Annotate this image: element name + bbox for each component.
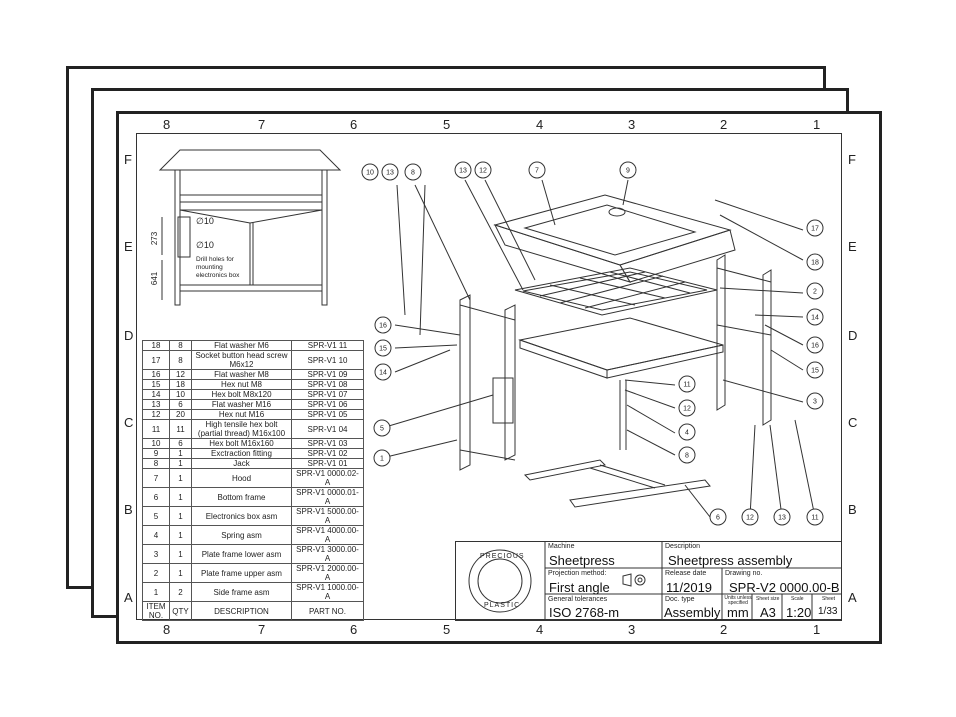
hole-callout-1: ∅10 [196, 216, 214, 226]
bom-cell-part: SPR-V1 07 [292, 390, 364, 400]
zone-row-left-b: B [124, 502, 133, 517]
logo-text-bottom: PLASTIC [484, 602, 521, 609]
doc-type-label: Doc. type [665, 596, 695, 603]
bom-row [143, 380, 364, 390]
bom-cell-desc: Plate frame upper asm [192, 564, 292, 583]
bom-cell-qty: 20 [170, 410, 192, 420]
bom-cell-part: SPR-V1 01 [292, 459, 364, 469]
tolerances-label: General tolerances [548, 596, 608, 603]
bom-cell-desc: Side frame asm [192, 583, 292, 602]
bom-cell-desc: Socket button head screw M6x12 [192, 351, 292, 370]
balloon-label: 3 [813, 398, 817, 406]
balloon-label: 15 [811, 367, 819, 375]
bom-row [143, 583, 364, 602]
bom-cell-item: 16 [143, 370, 170, 380]
projection-value: First angle [549, 580, 610, 595]
balloon-label: 7 [535, 167, 539, 175]
bom-cell-qty: 1 [170, 507, 192, 526]
sheet-label: Sheet [822, 596, 836, 602]
bom-cell-item: 7 [143, 469, 170, 488]
bom-cell-item: 10 [143, 439, 170, 449]
bom-cell-part: SPR-V1 4000.00-A [292, 526, 364, 545]
bom-row [143, 459, 364, 469]
bom-cell-item: 4 [143, 526, 170, 545]
bom-cell-desc: High tensile hex bolt (partial thread) M16x100 [192, 420, 292, 439]
zone-row-left-a: A [124, 590, 133, 605]
balloon-label: 17 [811, 225, 819, 233]
zone-row-right-b: B [848, 502, 857, 517]
bom-cell-part: SPR-V1 1000.00-A [292, 583, 364, 602]
zone-col-top-7: 7 [258, 117, 266, 132]
balloon-label: 15 [379, 345, 387, 353]
bom-cell-item: 6 [143, 488, 170, 507]
bom-cell-qty: 1 [170, 488, 192, 507]
bom-cell-part: SPR-V1 0000.02-A [292, 469, 364, 488]
bom-cell-part: SPR-V1 10 [292, 351, 364, 370]
bom-cell-qty: 1 [170, 564, 192, 583]
bom-row [143, 400, 364, 410]
bom-row [143, 390, 364, 400]
zone-row-right-c: C [848, 415, 858, 430]
bom-cell-part: SPR-V1 05 [292, 410, 364, 420]
bom-row [143, 341, 364, 351]
bom-header-qty: QTY [170, 602, 192, 621]
bom-row [143, 488, 364, 507]
bom-cell-qty: 18 [170, 380, 192, 390]
zone-col-bottom-4: 4 [536, 622, 544, 637]
balloon-label: 9 [626, 167, 630, 175]
bom-cell-qty: 2 [170, 583, 192, 602]
balloon-label: 13 [778, 514, 786, 522]
bom-cell-desc: Plate frame lower asm [192, 545, 292, 564]
bom-row [143, 439, 364, 449]
bom-cell-desc: Hex nut M16 [192, 410, 292, 420]
zone-col-top-6: 6 [350, 117, 358, 132]
sheet-value: 1/33 [818, 606, 838, 617]
bom-cell-part: SPR-V1 0000.01-A [292, 488, 364, 507]
drawing-number-value: SPR-V2 0000.00-B [729, 580, 840, 595]
bom-cell-qty: 6 [170, 439, 192, 449]
logo-text-top: PRECIOUS [480, 553, 525, 560]
bom-cell-item: 3 [143, 545, 170, 564]
bom-row [143, 545, 364, 564]
release-value: 11/2019 [666, 580, 713, 595]
zone-row-left-f: F [124, 152, 132, 167]
units-value: mm [727, 605, 749, 620]
bom-cell-item: 15 [143, 380, 170, 390]
bom-cell-desc: Flat washer M16 [192, 400, 292, 410]
balloon-label: 18 [811, 259, 819, 267]
zone-row-right-f: F [848, 152, 856, 167]
bom-cell-part: SPR-V1 08 [292, 380, 364, 390]
bom-cell-desc: Flat washer M8 [192, 370, 292, 380]
hole-callout-2: ∅10 [196, 240, 214, 250]
bom-cell-desc: Hex nut M8 [192, 380, 292, 390]
bom-cell-part: SPR-V1 06 [292, 400, 364, 410]
bom-cell-desc: Electronics box asm [192, 507, 292, 526]
bom-cell-desc: Hood [192, 469, 292, 488]
drawing-number-label: Drawing no. [725, 570, 763, 577]
bom-cell-part: SPR-V1 3000.00-A [292, 545, 364, 564]
zone-col-top-2: 2 [720, 117, 728, 132]
zone-row-right-e: E [848, 239, 857, 254]
zone-col-top-4: 4 [536, 117, 544, 132]
balloon-label: 12 [746, 514, 754, 522]
bom-cell-part: SPR-V1 04 [292, 420, 364, 439]
bom-cell-desc: Bottom frame [192, 488, 292, 507]
bom-cell-item: 11 [143, 420, 170, 439]
balloon-label: 11 [683, 381, 691, 389]
bom-cell-item: 1 [143, 583, 170, 602]
bom-cell-qty: 8 [170, 351, 192, 370]
bom-cell-part: SPR-V1 09 [292, 370, 364, 380]
balloon-label: 12 [683, 405, 691, 413]
exploded-assembly-view [345, 150, 835, 535]
balloon-label: 14 [379, 369, 387, 377]
balloon-label: 11 [811, 514, 819, 522]
bom-cell-item: 14 [143, 390, 170, 400]
balloon-label: 10 [366, 169, 374, 177]
front-view-detail [150, 145, 345, 310]
bom-cell-qty: 1 [170, 469, 192, 488]
zone-col-bottom-8: 8 [163, 622, 171, 637]
balloon-label: 13 [386, 169, 394, 177]
description-value: Sheetpress assembly [668, 553, 793, 568]
zone-col-top-8: 8 [163, 117, 171, 132]
sheet-size-label: Sheet size [756, 596, 780, 602]
bom-cell-item: 18 [143, 341, 170, 351]
balloon-label: 5 [380, 425, 384, 433]
bom-row [143, 410, 364, 420]
dimension-641: 641 [150, 271, 160, 286]
balloon-label: 4 [685, 429, 689, 437]
bom-row [143, 351, 364, 370]
zone-row-left-d: D [124, 328, 134, 343]
units-label: Units unless specified [724, 595, 752, 606]
bom-cell-qty: 1 [170, 459, 192, 469]
bom-row [143, 449, 364, 459]
bom-cell-part: SPR-V1 02 [292, 449, 364, 459]
bom-header-part: PART NO. [292, 602, 364, 621]
bill-of-materials [142, 340, 364, 621]
bom-cell-item: 8 [143, 459, 170, 469]
bom-row [143, 507, 364, 526]
bom-cell-qty: 12 [170, 370, 192, 380]
bom-row [143, 370, 364, 380]
bom-cell-qty: 1 [170, 526, 192, 545]
zone-col-bottom-6: 6 [350, 622, 358, 637]
bom-cell-qty: 1 [170, 449, 192, 459]
bom-cell-qty: 8 [170, 341, 192, 351]
bom-header-desc: DESCRIPTION [192, 602, 292, 621]
bom-row [143, 526, 364, 545]
zone-col-top-3: 3 [628, 117, 636, 132]
bom-cell-part: SPR-V1 2000.00-A [292, 564, 364, 583]
zone-col-bottom-3: 3 [628, 622, 636, 637]
balloon-label: 14 [811, 314, 819, 322]
drill-note: Drill holes for mounting electronics box [196, 256, 240, 279]
zone-row-left-c: C [124, 415, 134, 430]
balloon-label: 8 [411, 169, 415, 177]
bom-cell-qty: 11 [170, 420, 192, 439]
bom-cell-qty: 10 [170, 390, 192, 400]
zone-col-bottom-2: 2 [720, 622, 728, 637]
bom-header-row [143, 602, 364, 621]
bom-cell-desc: Spring asm [192, 526, 292, 545]
description-label: Description [665, 543, 701, 550]
bom-cell-item: 2 [143, 564, 170, 583]
bom-cell-item: 17 [143, 351, 170, 370]
bom-row [143, 564, 364, 583]
bom-cell-item: 9 [143, 449, 170, 459]
bom-cell-qty: 6 [170, 400, 192, 410]
balloon-label: 16 [379, 322, 387, 330]
sheet-size-value: A3 [760, 605, 776, 620]
balloon-label: 16 [811, 342, 819, 350]
bom-cell-desc: Hex bolt M8x120 [192, 390, 292, 400]
bom-cell-part: SPR-V1 5000.00-A [292, 507, 364, 526]
scale-value: 1:20 [786, 605, 812, 620]
zone-col-top-1: 1 [813, 117, 821, 132]
balloon-label: 6 [716, 514, 720, 522]
zone-col-bottom-1: 1 [813, 622, 821, 637]
scale-label: Scale [791, 596, 804, 602]
bom-header-item: ITEM NO. [143, 602, 170, 621]
zone-row-left-e: E [124, 239, 133, 254]
bom-cell-item: 13 [143, 400, 170, 410]
machine-value: Sheetpress [549, 553, 615, 568]
zone-row-right-d: D [848, 328, 858, 343]
bom-cell-desc: Hex bolt M16x160 [192, 439, 292, 449]
doc-type-value: Assembly [664, 605, 721, 620]
balloon-label: 12 [479, 167, 487, 175]
bom-cell-part: SPR-V1 11 [292, 341, 364, 351]
bom-cell-desc: Flat washer M6 [192, 341, 292, 351]
balloon-label: 2 [813, 288, 817, 296]
dimension-273: 273 [150, 231, 160, 246]
balloon-label: 13 [459, 167, 467, 175]
balloon-label: 1 [380, 455, 384, 463]
bom-cell-desc: Jack [192, 459, 292, 469]
balloon-label: 8 [685, 452, 689, 460]
zone-col-bottom-7: 7 [258, 622, 266, 637]
bom-row [143, 420, 364, 439]
zone-col-top-5: 5 [443, 117, 451, 132]
bom-cell-desc: Exctraction fitting [192, 449, 292, 459]
release-label: Release date [665, 570, 707, 577]
zone-col-bottom-5: 5 [443, 622, 451, 637]
bom-cell-part: SPR-V1 03 [292, 439, 364, 449]
bom-cell-item: 5 [143, 507, 170, 526]
machine-label: Machine [548, 543, 575, 550]
bom-row [143, 469, 364, 488]
projection-label: Projection method: [548, 570, 607, 577]
bom-cell-item: 12 [143, 410, 170, 420]
zone-row-right-a: A [848, 590, 857, 605]
tolerances-value: ISO 2768-m [549, 605, 620, 620]
bom-cell-qty: 1 [170, 545, 192, 564]
